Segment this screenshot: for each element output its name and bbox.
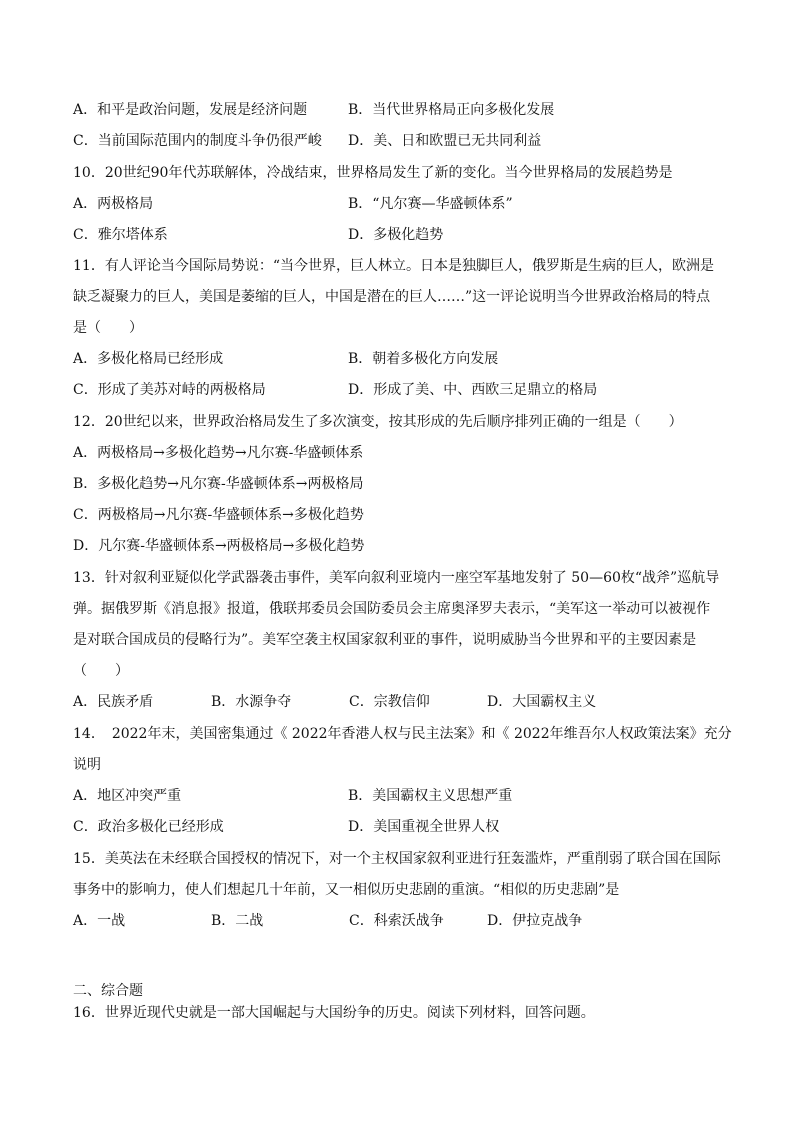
q15-option-c[interactable]: C．科索沃战争 [349, 913, 444, 929]
q10-stem: 10．20世纪90年代苏联解体，冷战结束，世界格局发生了新的变化。当今世界格局的发展趋势是 [73, 165, 673, 181]
q14-option-c[interactable]: C．政治多极化已经形成 [73, 819, 224, 835]
q9-option-a[interactable]: A．和平是政治问题，发展是经济问题 [73, 102, 308, 118]
q14-option-d[interactable]: D．美国重视全世界人权 [348, 819, 500, 835]
q9-option-c[interactable]: C．当前国际范围内的制度斗争仍很严峻 [73, 133, 322, 149]
q12-option-a[interactable]: A．两极格局→多极化趋势→凡尔赛-华盛顿体系 [73, 445, 364, 461]
q16-stem: 16．世界近现代史就是一部大国崛起与大国纷争的历史。阅读下列材料，回答问题。 [73, 1005, 595, 1021]
q10-option-d[interactable]: D．多极化趋势 [348, 227, 444, 243]
q15-option-a[interactable]: A．一战 [73, 913, 126, 929]
q13-stem-line-2: 弹。据俄罗斯《消息报》报道，俄联邦委员会国防委员会主席奥泽罗夫表示，“美军这一举动可以被视作 [73, 601, 711, 617]
q13-option-c[interactable]: C．宗教信仰 [349, 694, 430, 710]
q13-option-b[interactable]: B．水源争夺 [211, 694, 292, 710]
q12-stem: 12．20世纪以来，世界政治格局发生了多次演变，按其形成的先后顺序排列正确的一组是（ ） [73, 414, 683, 430]
q11-option-d[interactable]: D．形成了美、中、西欧三足鼎立的格局 [348, 382, 598, 398]
q9-option-b[interactable]: B．当代世界格局正向多极化发展 [348, 102, 555, 118]
q10-option-a[interactable]: A．两极格局 [73, 196, 154, 212]
q14-stem-line-2: 说明 [73, 757, 101, 773]
q11-stem-line-3: 是（ ） [73, 320, 143, 336]
q13-stem-line-4: （ ） [73, 663, 129, 679]
section-title-comprehensive: 二、综合题 [73, 983, 143, 999]
q13-option-a[interactable]: A．民族矛盾 [73, 694, 154, 710]
q15-stem-line-2: 事务中的影响力，使人们想起几十年前，又一相似历史悲剧的重演。“相似的历史悲剧”是 [73, 882, 620, 898]
q11-stem-line-2: 缺乏凝聚力的巨人，美国是萎缩的巨人，中国是潜在的巨人……”这一评论说明当今世界政治格局的特点 [73, 289, 711, 305]
q11-option-a[interactable]: A．多极化格局已经形成 [73, 351, 224, 367]
q14-option-a[interactable]: A．地区冲突严重 [73, 788, 182, 804]
q11-stem-line-1: 11．有人评论当今国际局势说：“当今世界，巨人林立。日本是独脚巨人，俄罗斯是生病的巨人，欧洲是 [73, 258, 714, 274]
q14-stem-line-1: 14． 2022年末，美国密集通过《 2022年香港人权与民主法案》和《 2022年维吾尔人权政策法案》充分 [73, 726, 732, 742]
q13-stem-line-1: 13．针对叙利亚疑似化学武器袭击事件，美军向叙利亚境内一座空军基地发射了 50—60枚“战斧”巡航导 [73, 570, 720, 586]
q11-option-c[interactable]: C．形成了美苏对峙的两极格局 [73, 382, 266, 398]
q13-option-d[interactable]: D．大国霸权主义 [487, 694, 597, 710]
q9-option-d[interactable]: D．美、日和欧盟已无共同利益 [348, 133, 542, 149]
q12-option-c[interactable]: C．两极格局→凡尔赛-华盛顿体系→多极化趋势 [73, 507, 364, 523]
q15-option-b[interactable]: B．二战 [211, 913, 264, 929]
q13-stem-line-3: 是对联合国成员的侵略行为”。美军空袭主权国家叙利亚的事件，说明威胁当今世界和平的主要因素是 [73, 632, 697, 648]
q12-option-b[interactable]: B．多极化趋势→凡尔赛-华盛顿体系→两极格局 [73, 476, 364, 492]
q14-option-b[interactable]: B．美国霸权主义思想严重 [348, 788, 513, 804]
q15-option-d[interactable]: D．伊拉克战争 [487, 913, 583, 929]
q12-option-d[interactable]: D．凡尔赛-华盛顿体系→两极格局→多极化趋势 [73, 538, 365, 554]
q15-stem-line-1: 15．美英法在未经联合国授权的情况下，对一个主权国家叙利亚进行狂轰滥炸，严重削弱了联合国在国际 [73, 851, 721, 867]
q11-option-b[interactable]: B．朝着多极化方向发展 [348, 351, 499, 367]
q10-option-c[interactable]: C．雅尔塔体系 [73, 227, 168, 243]
q10-option-b[interactable]: B．“凡尔赛—华盛顿体系” [348, 196, 513, 212]
